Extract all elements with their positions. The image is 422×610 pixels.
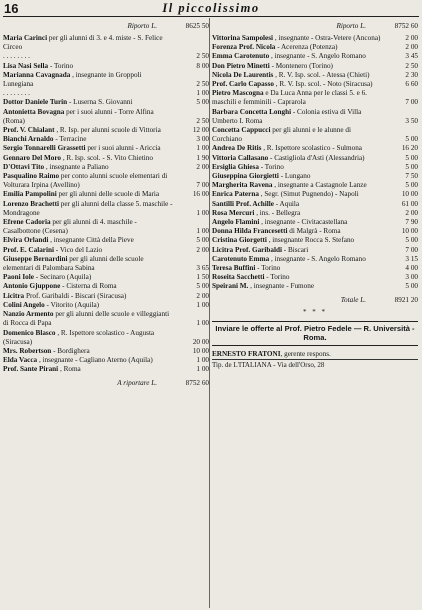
donation-entry: [3, 71, 209, 89]
donor-detail: - Cisterna di Roma: [62, 282, 117, 291]
donation-amount: 1 00: [196, 144, 209, 153]
donation-entry: [3, 310, 209, 328]
donor-detail: per i suoi alunni - Ariccia: [87, 144, 161, 153]
donation-amount: 5 00: [196, 98, 209, 107]
donor-name: Gennaro Del Moro: [3, 153, 62, 162]
donor-description: [212, 34, 382, 43]
donor-description: [3, 236, 173, 245]
donation-amount: 2 50: [405, 61, 418, 70]
donor-detail: per gli alunni delle scuole e villeggianti di Rocca di Papa: [3, 310, 170, 328]
carry-in-label: Riporto L.: [336, 22, 366, 30]
donation-entry: [212, 163, 418, 172]
donor-description: [212, 273, 382, 282]
donation-entry: [3, 163, 209, 172]
donation-entry: [212, 209, 418, 218]
donation-amount: 10 00: [401, 190, 418, 199]
donor-detail: - Luserna S. Giovanni: [68, 98, 133, 107]
donor-description: [3, 301, 173, 310]
donor-description: [3, 89, 173, 98]
donor-description: [212, 154, 382, 163]
donor-description: [3, 34, 173, 52]
donation-amount: 16 00: [192, 190, 209, 199]
donor-detail: per conto alunni scuole elementari di Volturara Irpina (Avellino): [3, 172, 168, 190]
donation-amount: 4 00: [405, 264, 418, 273]
printer-line: Tip. de L'ITALIANA - Via dell'Orso, 28: [212, 360, 325, 369]
donor-name: Ersiglia Ghiesa: [212, 162, 259, 171]
donation-entry: [3, 126, 209, 135]
donor-description: [212, 62, 382, 71]
donor-detail: - Castigliola d'Asti (Alessandria): [270, 153, 365, 162]
donation-amount: 3 65: [196, 264, 209, 273]
donor-description: [3, 329, 173, 347]
donation-entry: [212, 227, 418, 236]
donation-amount: 7 00: [405, 245, 418, 254]
donation-entry: [212, 181, 418, 190]
donor-name: Concetta Cappucci: [212, 126, 271, 135]
donation-amount: 5 00: [405, 282, 418, 291]
donation-entry: [212, 273, 418, 282]
donor-detail: , insegnante - S. Angelo Romano: [270, 52, 366, 61]
donor-detail: per gli alunni delle scuole elementari di Palombara Sabina: [3, 254, 144, 273]
donor-detail: di Malgrà - Roma: [289, 227, 341, 236]
donation-list-left: [3, 34, 209, 375]
donation-amount: 1 00: [196, 319, 209, 328]
donor-name: Prof. Sante Pirani: [3, 365, 59, 374]
donor-detail: e Da Luca Anna per le classi 5. e 6. maschili e femminili - Caprarola: [212, 89, 367, 107]
donation-amount: 1 00: [196, 356, 209, 365]
donation-entry: [212, 200, 418, 209]
donation-amount: 5 00: [196, 282, 209, 291]
donation-notice: Inviare le offerte al Prof. Pietro Fedele — R. Università - Roma.: [212, 321, 418, 346]
donor-description: [3, 347, 173, 356]
donor-detail: , Roma: [59, 365, 81, 374]
donation-entry: [212, 80, 418, 89]
donation-amount: 5 00: [405, 181, 418, 190]
carry-in-amount: 8625 50: [185, 22, 209, 30]
donation-amount: 7 00: [196, 181, 209, 190]
donor-detail: - Montenero (Torino): [271, 61, 333, 70]
donor-detail: . . . . . . . .: [3, 52, 30, 61]
donation-entry: [3, 218, 209, 236]
donation-amount: 8 00: [196, 61, 209, 70]
donation-amount: 1 50: [196, 273, 209, 282]
total-amount: 8921 20: [394, 295, 418, 304]
donation-amount: 20 00: [192, 337, 209, 346]
donor-name: Nicola De Laurentis: [212, 70, 274, 79]
donation-entry: [3, 190, 209, 199]
donation-entry: [3, 52, 209, 61]
donor-detail: - Bordighera: [53, 346, 90, 355]
donor-description: [3, 365, 173, 374]
donor-name: Marianna Cavagnada: [3, 70, 71, 79]
donation-entry: [212, 246, 418, 255]
total-label: Totale L.: [340, 295, 366, 304]
donor-detail: - Torino: [49, 61, 74, 70]
donor-name: Emilia Pampolini: [3, 190, 57, 199]
donation-amount: 5 00: [196, 236, 209, 245]
donor-detail: , insegnante - Fumone: [250, 282, 315, 291]
donation-entry: [3, 356, 209, 365]
donor-name: Licitra: [3, 291, 25, 300]
donation-amount: 7 00: [405, 98, 418, 107]
donor-description: [3, 218, 173, 236]
donor-detail: , R. V. Isp. scol. - Atessa (Chieti): [275, 70, 370, 79]
donor-description: [212, 200, 382, 209]
donor-name: Carotenuto Emma: [212, 254, 270, 263]
donor-name: Antonietta Bovagna: [3, 107, 65, 116]
donation-amount: 5 00: [405, 236, 418, 245]
donor-name: Prof. V. Chialant: [3, 126, 55, 135]
header-rule: [3, 16, 419, 17]
donation-amount: 2 00: [196, 245, 209, 254]
right-column: [212, 21, 418, 606]
donation-amount: 10 00: [401, 227, 418, 236]
donation-amount: 3 00: [196, 135, 209, 144]
donor-name: Forenza Prof. Nicola: [212, 43, 276, 52]
total-row: [212, 295, 418, 305]
donation-entry: [212, 190, 418, 199]
donor-description: [3, 71, 173, 89]
donation-amount: 61 00: [401, 199, 418, 208]
donor-detail: - Lungano: [280, 172, 311, 181]
donation-amount: 2 00: [405, 34, 418, 42]
donor-detail: , insegnante in Groppoli Lunegiana: [3, 70, 142, 89]
donation-amount: 7 50: [405, 172, 418, 181]
donor-description: [3, 144, 173, 153]
donor-description: [3, 163, 173, 172]
carry-in-row: [3, 21, 209, 31]
donor-name: Lorenzo Brachetti: [3, 199, 59, 208]
donor-detail: , R. V. Isp. scol. - Noto (Siracusa): [275, 80, 373, 89]
donor-detail: , Segr. (Simut Pugnendo) - Napoli: [260, 190, 359, 199]
donor-detail: , R. Ispettore scolastico - Sulmona: [263, 144, 362, 153]
donor-description: [212, 190, 382, 199]
donor-name: Vittorina Sampolesi: [212, 34, 274, 42]
donation-entry: [212, 282, 418, 291]
donor-description: [212, 80, 382, 89]
donor-detail: , insegnante a Paliano: [45, 162, 109, 171]
donor-detail: per gli alunni delle scuole di Maria: [58, 190, 160, 199]
donation-amount: 2 50: [196, 80, 209, 89]
donor-description: [3, 356, 173, 365]
donor-detail: per gli alunni e le alunne di Corchiano: [212, 126, 351, 144]
donor-description: [212, 43, 382, 52]
donor-name: Sergio Tonnarelli Grassetti: [3, 144, 86, 153]
donor-name: Giuseppina Giorgietti: [212, 172, 279, 181]
donor-description: [212, 236, 382, 245]
donor-name: Cristina Giorgetti: [212, 236, 267, 245]
donor-description: [212, 163, 382, 172]
donation-amount: 2 00: [196, 162, 209, 171]
donation-amount: 2 00: [405, 43, 418, 52]
donor-detail: per i suoi alunni - Torre Alfina (Roma): [3, 107, 154, 125]
carry-in-label: Riporto L.: [127, 22, 157, 30]
donor-description: [212, 126, 382, 144]
donation-entry: [3, 236, 209, 245]
donation-entry: [3, 301, 209, 310]
donor-detail: - Vico del Lazio: [55, 245, 103, 254]
donation-entry: [3, 255, 209, 273]
donor-description: [3, 62, 173, 71]
donor-name: Bianchi Arnaldo: [3, 135, 54, 144]
donor-description: [212, 89, 382, 107]
donation-entry: [3, 62, 209, 71]
donor-name: Angelo Flamini: [212, 218, 260, 227]
donor-name: Prof. Carlo Capasso: [212, 80, 274, 89]
publisher-line: [212, 349, 418, 360]
donation-list-right: [212, 34, 418, 292]
donation-entry: [3, 292, 209, 301]
donor-detail: - Terracine: [55, 135, 87, 144]
publisher-role: , gerente respons.: [280, 349, 331, 358]
donor-name: Roseita Sacchetti: [212, 273, 265, 282]
donor-name: Speirani M.: [212, 282, 249, 291]
donor-name: Prof. E. Calarini: [3, 245, 54, 254]
donation-entry: [3, 200, 209, 218]
donation-amount: 16 20: [401, 144, 418, 153]
donor-name: Paoni Iole: [3, 273, 34, 282]
donor-name: Maria Carinci: [3, 34, 48, 42]
donation-amount: 6 60: [405, 80, 418, 89]
donation-entry: [3, 144, 209, 153]
donor-name: Rosa Mercuri: [212, 208, 255, 217]
donor-description: [3, 108, 173, 126]
donation-entry: [3, 172, 209, 190]
donation-entry: [3, 246, 209, 255]
donor-detail: , insegnante - Cagliano Aterno (Aquila): [38, 356, 153, 365]
carry-in-amount: 8752 60: [394, 22, 418, 30]
donation-entry: [212, 108, 418, 126]
donation-amount: 5 00: [405, 135, 418, 144]
left-column: [3, 21, 209, 606]
donor-description: [212, 144, 382, 153]
donation-amount: 10 00: [192, 346, 209, 355]
donation-entry: [212, 264, 418, 273]
donor-detail: , R. Isp. scol. - S. Vito Chietino: [62, 153, 153, 162]
donation-amount: 1 90: [196, 153, 209, 162]
donor-detail: - Torino: [266, 273, 290, 282]
donor-name: Efrene Cadoria: [3, 218, 51, 227]
carry-out-amount: 8752 60: [185, 378, 209, 387]
donor-detail: - Torino: [260, 162, 284, 171]
donor-detail: - Torino: [257, 264, 281, 273]
donor-name: Vittoria Callasano: [212, 153, 269, 162]
donor-description: [212, 218, 382, 227]
donor-description: [3, 246, 173, 255]
donor-description: [212, 282, 382, 291]
donation-entry: [212, 71, 418, 80]
donation-entry: [3, 98, 209, 107]
donation-amount: 1 00: [196, 89, 209, 98]
column-divider: [209, 18, 210, 608]
donation-entry: [212, 34, 418, 43]
donor-detail: , insegnante - Ostra-Vetere (Ancona): [274, 34, 381, 42]
donation-amount: 3 50: [405, 116, 418, 125]
donor-detail: , R. Isp. per alunni scuole di Vittoria: [56, 126, 161, 135]
donation-amount: 3 15: [405, 254, 418, 263]
donor-name: Dottor Daniele Turin: [3, 98, 68, 107]
donor-description: [212, 227, 382, 236]
donor-name: D'Ottavi Tito: [3, 162, 45, 171]
donation-amount: 5 00: [405, 153, 418, 162]
donor-description: [3, 200, 173, 218]
donation-entry: [212, 154, 418, 163]
donor-detail: - Colonia estiva di Villa Umberto I. Roma: [212, 107, 362, 125]
donation-entry: [3, 34, 209, 52]
donor-detail: , R. Ispettore scolastico - Augusta (Siracusa): [3, 328, 155, 346]
donation-amount: 3 00: [405, 273, 418, 282]
donation-amount: 1 00: [196, 227, 209, 236]
donor-name: Santilli Prof. Achille: [212, 199, 274, 208]
donor-description: [3, 52, 173, 61]
donor-detail: , insegnante Rocca S. Stefano: [268, 236, 355, 245]
donor-description: [212, 255, 382, 264]
donation-entry: [3, 365, 209, 374]
donation-entry: [3, 89, 209, 98]
donation-entry: [3, 135, 209, 144]
donor-detail: per gli alunni di 3. e 4. miste - S. Felice Circeo: [3, 34, 163, 52]
donor-description: [212, 209, 382, 218]
donor-name: Donna Hilda Francesetti: [212, 227, 288, 236]
donation-entry: [212, 236, 418, 245]
donor-detail: - Vitorito (Aquila): [46, 300, 100, 309]
donation-amount: 5 00: [405, 162, 418, 171]
donor-name: Nanzio Armento: [3, 310, 54, 319]
donation-entry: [3, 154, 209, 163]
donor-name: Barbara Concetta Longhi: [212, 107, 292, 116]
donor-name: Antonio Gjuppone: [3, 282, 61, 291]
donor-description: [3, 282, 173, 291]
donor-name: Emma Carotenuto: [212, 52, 270, 61]
donor-name: Teresa Buffini: [212, 264, 256, 273]
donor-name: Pietro Mascogna: [212, 89, 264, 98]
donor-detail: - Secinaro (Aquila): [35, 273, 92, 282]
donor-description: [3, 292, 173, 301]
donation-amount: 2 30: [405, 70, 418, 79]
donor-description: [3, 126, 173, 135]
donation-amount: 1 00: [196, 365, 209, 374]
donation-amount: 2 50: [196, 52, 209, 61]
donor-name: Colini Angelo: [3, 300, 45, 309]
donation-entry: [3, 282, 209, 291]
donor-name: Andrea De Ritis: [212, 144, 262, 153]
donor-name: Margherita Ravena: [212, 181, 273, 190]
donor-detail: - Acerenza (Potenza): [277, 43, 338, 52]
donation-entry: [212, 43, 418, 52]
donor-detail: - Biscari: [283, 245, 309, 254]
donor-description: [3, 273, 173, 282]
donation-amount: 7 90: [405, 218, 418, 227]
donor-detail: per gli alunni della classe 5. maschile - Mondragone: [3, 199, 173, 217]
donor-description: [3, 310, 173, 328]
donor-description: [3, 190, 173, 199]
donor-name: Elvira Orlandi: [3, 236, 49, 245]
donor-detail: , insegnante a Castagnole Lanze: [274, 181, 367, 190]
page-number: 16: [4, 1, 19, 16]
separator-stars: * * *: [303, 307, 327, 316]
donor-name: Enrica Paterna: [212, 190, 259, 199]
donation-entry: [212, 89, 418, 107]
donor-description: [212, 52, 382, 61]
donor-name: Giuseppe Bernardini: [3, 254, 68, 263]
donor-name: Lisa Nasi Sella: [3, 61, 49, 70]
publisher-name: ERNESTO FRATONI: [212, 349, 281, 358]
donation-entry: [212, 62, 418, 71]
donation-entry: [212, 126, 418, 144]
donation-entry: [212, 255, 418, 264]
donor-description: [3, 255, 173, 273]
donor-description: [212, 246, 382, 255]
donation-entry: [3, 108, 209, 126]
donor-description: [212, 181, 382, 190]
donor-detail: Prof. Garibaldi - Biscari (Siracusa): [25, 291, 127, 300]
page-title: Il piccolissimo: [162, 1, 260, 15]
donor-description: [3, 98, 173, 107]
donation-amount: 1 00: [196, 208, 209, 217]
donor-detail: , insegnante - S. Angelo Romano: [270, 254, 366, 263]
donation-entry: [212, 52, 418, 61]
donation-entry: [3, 347, 209, 356]
donation-amount: 3 45: [405, 52, 418, 61]
page-header: [0, 0, 422, 14]
donation-entry: [212, 172, 418, 181]
donor-description: [212, 264, 382, 273]
donor-description: [3, 135, 173, 144]
donation-amount: 2 00: [405, 208, 418, 217]
donation-entry: [212, 144, 418, 153]
donor-detail: per gli alunni di 4. maschile - Casalbottone (Cesena): [3, 218, 137, 236]
carry-in-row: [212, 21, 418, 31]
donor-detail: , insegnante Città della Pieve: [50, 236, 134, 245]
carry-out-row: [3, 378, 209, 388]
donor-name: Don Pietro Minetti: [212, 61, 270, 70]
donor-description: [212, 172, 382, 181]
donation-entry: [3, 273, 209, 282]
donor-detail: . . . . . . . .: [3, 89, 30, 98]
carry-out-label: A riportare L.: [117, 378, 157, 387]
donation-amount: 2 00: [196, 291, 209, 300]
donor-detail: , insegnante - Civitacastellana: [261, 218, 348, 227]
donor-detail: , ins. - Bellegra: [256, 208, 301, 217]
donor-name: Elda Vacca: [3, 356, 38, 365]
donor-name: Pasqualino Raimo: [3, 172, 60, 181]
donor-name: Mrs. Robertson: [3, 346, 52, 355]
donor-description: [212, 71, 382, 80]
donor-description: [212, 108, 382, 126]
donation-amount: 1 00: [196, 300, 209, 309]
donation-amount: 12 00: [192, 126, 209, 135]
donor-detail: - Aquila: [275, 199, 300, 208]
donor-description: [3, 154, 173, 163]
donor-description: [3, 172, 173, 190]
donation-entry: [3, 329, 209, 347]
donor-name: Domenico Blasco: [3, 328, 56, 337]
donation-entry: [212, 218, 418, 227]
donor-name: Licitra Prof. Garibaldi: [212, 245, 282, 254]
donation-amount: 2 50: [196, 116, 209, 125]
